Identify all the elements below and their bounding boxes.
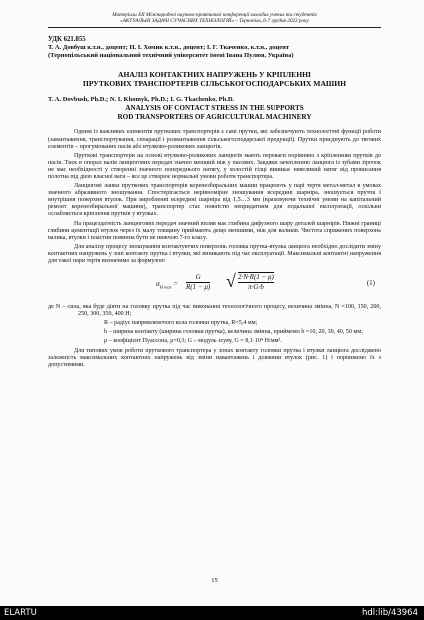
formula-equals: = [173,279,178,289]
formula-fraction-1 [186,273,210,292]
formula-num-2: 2·N·R(1 − μ) [238,273,274,282]
paragraph: Пруткові транспортери на основі втулково-роликових ланцюгів мають переваги порівняно з кріпленням прутків до пасів. Тиск в опорах валів ланцюгових передач значно менший ніж у пасових. Завдяки зачепленню ланцюга із зубами зірочок не має необхідності у створенні значного попереднього натягу, у холостій гілці виникає невеликий натяг від провисання полотна під дією власної ваги – все це створює нормальні умови роботи транспортера. [48,152,381,180]
header-line-1: Матеріали XII Міжнародної науково-практичної конференції молодих учених та студентів [112,12,317,18]
footer-handle: hdl:lib/43964 [361,608,418,618]
page-content [48,12,381,584]
definition-item: R – радіус напрямлюючого кола головки прутка, R=5,4 мм; [104,320,258,327]
formula-sigma: σ [156,279,160,289]
definition-item: μ – коефіцієнт Пуассона, μ=0,3; G – модуль зсуву, G = 8,1·10⁴ Н/мм². [104,338,282,345]
authors-en: T. A. Dovbush, Ph.D.; N. I. Khomyk, Ph.D.; I. G. Tkachenko, Ph.D. [48,96,235,104]
formula-den-2: π·G·b [238,282,274,292]
footer-left-label: ELARTU [4,608,37,618]
definition-item: де N – сила, яка буде діяти на головку прутка під час виконання технологічного процесу, величина змінна, N =100, 150, 200, 250, 300, 350, 400 Н; [48,304,381,318]
paragraph: Одним із важливих елементів пруткових транспортерів є самі прутки, які забезпечують технологічні функції роботи (завантаження, транспортування, сепарації і розвантаження сільськогосподарської продукції). Прутки приєднують до тягових елементів – прогумованих пасів або втулково-роликових ланцюгів. [48,129,381,150]
title-en [48,104,381,121]
formula-sigma-sub: H max [159,284,172,290]
paragraph: На працездатність ланцюгових передач значний вплив має глибина дифузного шару деталей шарнірів. Нижні границі глибини цементації втулок через їх малу товщину приймають дещо меншими, ніж для валиків. Чистота спряжених поверхонь валика, втулки і пластин повинна бути не нижчою 7-го класу. [48,220,381,241]
definitions-list [48,304,381,345]
affiliation: (Тернопільський національний технічний університет імені Івана Пулюя, Україна) [48,51,294,59]
paragraph: Ланцюгові ланки пруткових транспортерів коренезбиральних машин працюють у парі тертя метал-метал в умовах значного абразивного зношування. Спостерігається нерівномірне зношування всередині шарніра, зношується пруток і внутрішня поверхня втулок. При виробленні всередині шарніра від 1,5…3 мм (враховуючи технічні умови на капітальний ремонт коренезбиральної машини), транспортер стає повністю непридатним для подальшої експлуатації, оскільки ослабляється кріплення прутків у втулках. [48,183,381,218]
formula-den-1: R(1 − μ) [186,283,211,292]
paragraph-last: Для типових умов роботи пруткового транспортера у зонах контакту головки прутка і втулки ланцюга досліджено залежність максимальних контактних напружень від зміни навантажень і довжини втулок (рис. 1) і порівняємо їх з допустимими. [48,347,381,368]
header-line-2: «АКТУАЛЬНІ ЗАДАЧІ СУЧАСНИХ ТЕХНОЛОГІЙ» – Тернопіль, 6-7 грудня 2023 року [120,18,309,25]
formula-fraction-2 [238,272,274,292]
paragraph: Для аналізу процесу зношування контактуючих поверхонь головка прутка-втулка ланцюга необхідно дослідити зміну контактних напружень у зоні контакту прутка і втулки, які виникають під час експлуатації. Максимальні контактні напруження для такої пари тертя визначимо за формулою [48,243,381,264]
formula-num-1: G [195,273,201,282]
title-ua-line-1: АНАЛІЗ КОНТАКТНИХ НАПРУЖЕНЬ У КРІПЛЕННІ [118,69,311,79]
conference-header [48,12,381,28]
formula-number: (1) [366,279,375,288]
definition-item: b – ширина контакту (ширина головки прутка), величина змінна, приймемо b =10, 20, 30, 40, 50 мм; [104,329,363,336]
title-ua-line-2: ПРУТКОВИХ ТРАНСПОРТЕРІВ СІЛЬСЬКОГОСПОДАРСЬКИХ МАШИН [82,79,347,89]
title-en-line-1: ANALYSIS OF CONTACT STRESS IN THE SUPPORTS [125,104,304,113]
sqrt-icon: √ [226,271,236,292]
article-body [48,129,381,368]
page-number: 15 [211,577,218,584]
title-ua [48,70,381,88]
repository-footer [0,606,424,620]
formula-lhs [156,280,178,291]
udc-code: УДК 621.855 [48,35,86,43]
authors-ua: Т. А. Довбуш к.т.н., доцент; Н. І. Хомик к.т.н., доцент; І. Г. Ткаченко, к.т.н., доцент [48,43,290,51]
formula-1 [48,270,381,300]
title-en-line-2: ROD TRANSPORTERS OF AGRICULTURAL MACHINERY [117,112,312,121]
